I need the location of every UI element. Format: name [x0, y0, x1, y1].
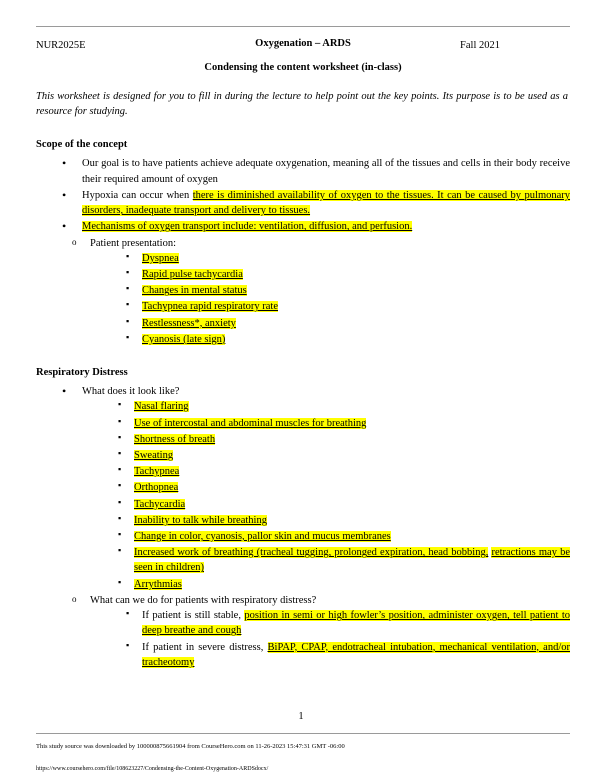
sign-text: Shortness of breath: [134, 433, 216, 445]
course-code: NUR2025E: [36, 40, 86, 51]
sign-text: Rapid pulse tachycardia: [142, 268, 243, 280]
list-item: [110, 432, 570, 447]
stable-patient-highlight-text: position in semi or high fowler’s position, administer oxygen, tell patient to deep breathe and cough: [142, 610, 570, 637]
list-item: [64, 236, 570, 348]
footer-divider: [36, 733, 570, 734]
intro-paragraph: This worksheet is designed for you to fill in during the lecture to help point out the key points. Its purpose is to be used as a resource for studying.: [36, 91, 568, 118]
list-item: [118, 332, 570, 347]
sign-text: Orthopnea: [134, 482, 179, 494]
sign-text: Dyspnea: [142, 252, 179, 264]
download-attribution-note: This study source was downloaded by 100000875661904 from CourseHero.com on 11-26-2023 15:47:31 GMT -06:00: [36, 743, 345, 750]
distress-question-text: What does it look like?: [82, 386, 180, 398]
list-item: [110, 545, 570, 575]
oxygen-transport-highlight-text: Mechanisms of oxygen transport include: ventilation, diffusion, and perfusion.: [82, 221, 413, 233]
list-item: [118, 316, 570, 331]
document-subtitle: Condensing the content worksheet (in-class): [204, 62, 402, 73]
page-number: 1: [298, 711, 304, 722]
list-item: [118, 299, 570, 314]
list-item: [118, 251, 570, 266]
cyanosis-lead-text: Cyanosis (: [142, 333, 187, 345]
list-item: [110, 529, 570, 544]
list-item: [110, 497, 570, 512]
list-item: [118, 640, 570, 670]
list-item: [110, 416, 570, 431]
sign-text: Tachypnea: [134, 466, 180, 478]
severe-distress-highlight-text: BiPAP, CPAP, endotracheal intubation, mechanical ventilation, and/or tracheotomy: [142, 641, 570, 668]
list-item: [118, 267, 570, 282]
list-item: [110, 399, 570, 414]
sign-text: Use of intercostal and abdominal muscles for breathing: [134, 417, 367, 429]
scope-bullet-list: [36, 156, 570, 234]
management-options-list: [90, 608, 570, 670]
list-item: [110, 464, 570, 479]
increased-work-text-line1: Increased work of breathing (tracheal tugging, prolonged expiration, head bobbing,: [134, 547, 489, 559]
patient-presentation-list: [36, 236, 570, 348]
stable-patient-lead-text: If patient is still stable,: [142, 610, 241, 622]
sign-text: Tachypnea rapid respiratory rate: [142, 301, 278, 313]
list-item: [110, 513, 570, 528]
sign-text: Sweating: [134, 449, 174, 461]
patient-presentation-signs: [90, 251, 570, 347]
document-title: Oxygenation – ARDS: [255, 38, 351, 49]
increased-work-text-line2: retractions may be seen in children): [134, 547, 570, 574]
cyanosis-late-sign-text: late sign): [186, 333, 226, 345]
list-item: [110, 448, 570, 463]
severe-distress-lead-text: If patient in severe distress,: [142, 641, 264, 653]
sign-text: Changes in mental status: [142, 285, 247, 297]
sign-text: Arrythmias: [134, 578, 182, 590]
term-label: Fall 2021: [460, 40, 500, 51]
distress-management-list: [36, 593, 570, 670]
list-item: [118, 283, 570, 298]
patient-presentation-label: Patient presentation:: [90, 237, 177, 249]
list-item: [54, 156, 570, 186]
section-heading-respiratory-distress: Respiratory Distress: [36, 367, 128, 379]
sign-text: Change in color, cyanosis, pallor skin and mucus membranes: [134, 531, 391, 543]
sign-text: Nasal flaring: [134, 401, 189, 413]
section-heading-scope: Scope of the concept: [36, 139, 128, 151]
list-item: [110, 480, 570, 495]
management-question-text: What can we do for patients with respiratory distress?: [90, 594, 317, 606]
hypoxia-highlight-text: there is diminished availability of oxygen to the tissues. It can be caused by pulmonary disorders, inadequate transport and delivery to tissues.: [82, 189, 571, 217]
sign-text: Inability to talk while breathing: [134, 514, 267, 526]
sign-text: Tachycardia: [134, 498, 186, 510]
respiratory-distress-list: [36, 384, 570, 592]
scope-goal-text: Our goal is to have patients achieve adequate oxygenation, meaning all of the tissues and cells in their body receive their required amount of oxygen: [82, 158, 570, 185]
hypoxia-lead-text: Hypoxia can occur when: [82, 189, 190, 201]
source-url: https://www.coursehero.com/file/108623227/Condensing-the-Content-Oxygenation-ARDSdocx/: [36, 766, 269, 772]
list-item: [110, 577, 570, 592]
list-item: [54, 219, 570, 234]
distress-signs-list: [82, 399, 570, 592]
list-item: [64, 593, 570, 670]
list-item: [54, 188, 570, 218]
list-item: [118, 608, 570, 638]
sign-text: Restlessness*, anxiety: [142, 317, 236, 329]
list-item: [54, 384, 570, 592]
header-divider: [36, 26, 570, 27]
